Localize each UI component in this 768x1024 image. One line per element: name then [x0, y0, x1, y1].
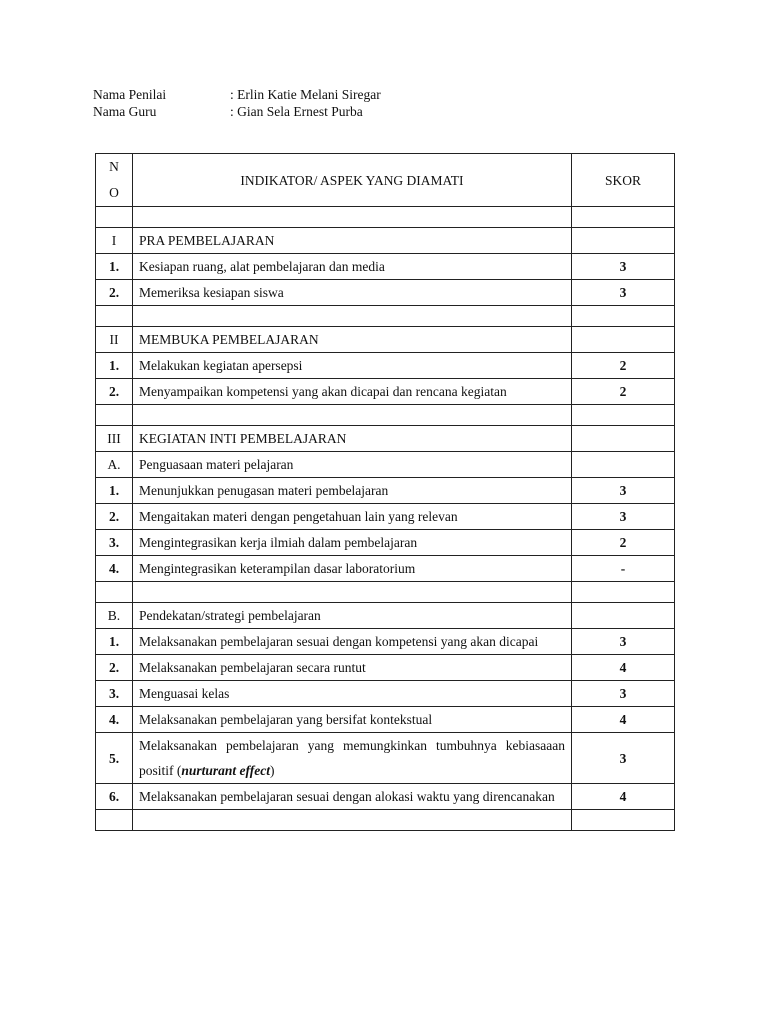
- subsection-score: [572, 603, 675, 629]
- item-score: 3: [572, 733, 675, 784]
- item-text: Menyampaikan kompetensi yang akan dicapai dan rencana kegiatan: [133, 379, 572, 405]
- assessor-row: [93, 86, 381, 103]
- item-score: 3: [572, 629, 675, 655]
- column-header-no-line2: O: [109, 185, 119, 200]
- table-row: [96, 353, 675, 379]
- column-header-score: SKOR: [572, 154, 675, 207]
- subsection-title: Penguasaan materi pelajaran: [133, 452, 572, 478]
- table-row: [96, 655, 675, 681]
- section-row-pra: [96, 228, 675, 254]
- item-score: 4: [572, 784, 675, 810]
- item-score: 2: [572, 353, 675, 379]
- item-no: 4.: [96, 556, 133, 582]
- item-text-italic: nurturant effect: [181, 763, 271, 778]
- item-score: 2: [572, 379, 675, 405]
- item-no: 2.: [96, 504, 133, 530]
- item-text-main: Melaksanakan pembelajaran yang memungkinkan tumbuhnya kebiasaaan positif (: [139, 738, 565, 778]
- table-row: [96, 733, 675, 784]
- section-score: [572, 228, 675, 254]
- table-header-row: [96, 154, 675, 207]
- column-header-no-line1: N: [109, 159, 119, 174]
- item-score: 3: [572, 280, 675, 306]
- table-row: [96, 504, 675, 530]
- teacher-name: : Gian Sela Ernest Purba: [230, 104, 363, 119]
- section-no: III: [96, 426, 133, 452]
- table-row: [96, 681, 675, 707]
- item-score: 3: [572, 681, 675, 707]
- subsection-row-b: [96, 603, 675, 629]
- blank-row: [96, 810, 675, 831]
- column-header-indicator: INDIKATOR/ ASPEK YANG DIAMATI: [133, 154, 572, 207]
- item-text: Menguasai kelas: [133, 681, 572, 707]
- item-no: 1.: [96, 254, 133, 280]
- item-text: Melaksanakan pembelajaran sesuai dengan kompetensi yang akan dicapai: [133, 629, 572, 655]
- item-text: [133, 733, 572, 784]
- subsection-score: [572, 452, 675, 478]
- blank-row: [96, 306, 675, 327]
- subsection-title: Pendekatan/strategi pembelajaran: [133, 603, 572, 629]
- item-text: Mengintegrasikan keterampilan dasar laboratorium: [133, 556, 572, 582]
- subsection-no: A.: [96, 452, 133, 478]
- section-score: [572, 327, 675, 353]
- blank-row: [96, 582, 675, 603]
- observation-table: [95, 153, 675, 831]
- item-no: 2.: [96, 280, 133, 306]
- assessor-info: [93, 86, 381, 120]
- item-text: Kesiapan ruang, alat pembelajaran dan media: [133, 254, 572, 280]
- item-text: Melaksanakan pembelajaran sesuai dengan alokasi waktu yang direncanakan: [133, 784, 572, 810]
- item-no: 1.: [96, 353, 133, 379]
- section-no: II: [96, 327, 133, 353]
- item-score: 3: [572, 478, 675, 504]
- item-no: 5.: [96, 733, 133, 784]
- teacher-row: [93, 103, 381, 120]
- blank-row: [96, 405, 675, 426]
- table-row: [96, 530, 675, 556]
- item-score: 3: [572, 254, 675, 280]
- item-text: Mengaitakan materi dengan pengetahuan lain yang relevan: [133, 504, 572, 530]
- table-row: [96, 280, 675, 306]
- table-row: [96, 556, 675, 582]
- teacher-label: Nama Guru: [93, 104, 157, 119]
- section-title: KEGIATAN INTI PEMBELAJARAN: [133, 426, 572, 452]
- table-row: [96, 707, 675, 733]
- item-text: Melaksanakan pembelajaran secara runtut: [133, 655, 572, 681]
- table-row: [96, 478, 675, 504]
- subsection-row-a: [96, 452, 675, 478]
- section-no: I: [96, 228, 133, 254]
- section-row-membuka: [96, 327, 675, 353]
- section-score: [572, 426, 675, 452]
- item-text: Menunjukkan penugasan materi pembelajaran: [133, 478, 572, 504]
- assessor-label: Nama Penilai: [93, 87, 167, 102]
- table-row: [96, 629, 675, 655]
- item-no: 2.: [96, 655, 133, 681]
- item-no: 2.: [96, 379, 133, 405]
- item-text: Melakukan kegiatan apersepsi: [133, 353, 572, 379]
- item-no: 3.: [96, 530, 133, 556]
- column-header-no: [96, 154, 133, 207]
- item-score: -: [572, 556, 675, 582]
- item-score: 3: [572, 504, 675, 530]
- assessor-name: : Erlin Katie Melani Siregar: [230, 87, 381, 102]
- subsection-no: B.: [96, 603, 133, 629]
- item-no: 3.: [96, 681, 133, 707]
- item-text: Mengintegrasikan kerja ilmiah dalam pembelajaran: [133, 530, 572, 556]
- item-score: 2: [572, 530, 675, 556]
- item-score: 4: [572, 655, 675, 681]
- item-no: 4.: [96, 707, 133, 733]
- item-no: 1.: [96, 478, 133, 504]
- table-row: [96, 379, 675, 405]
- section-title: MEMBUKA PEMBELAJARAN: [133, 327, 572, 353]
- item-no: 6.: [96, 784, 133, 810]
- item-text: Melaksanakan pembelajaran yang bersifat kontekstual: [133, 707, 572, 733]
- section-row-inti: [96, 426, 675, 452]
- blank-row: [96, 207, 675, 228]
- table-row: [96, 784, 675, 810]
- item-text-end: ): [270, 763, 275, 778]
- item-no: 1.: [96, 629, 133, 655]
- item-score: 4: [572, 707, 675, 733]
- table-row: [96, 254, 675, 280]
- section-title: PRA PEMBELAJARAN: [133, 228, 572, 254]
- item-text: Memeriksa kesiapan siswa: [133, 280, 572, 306]
